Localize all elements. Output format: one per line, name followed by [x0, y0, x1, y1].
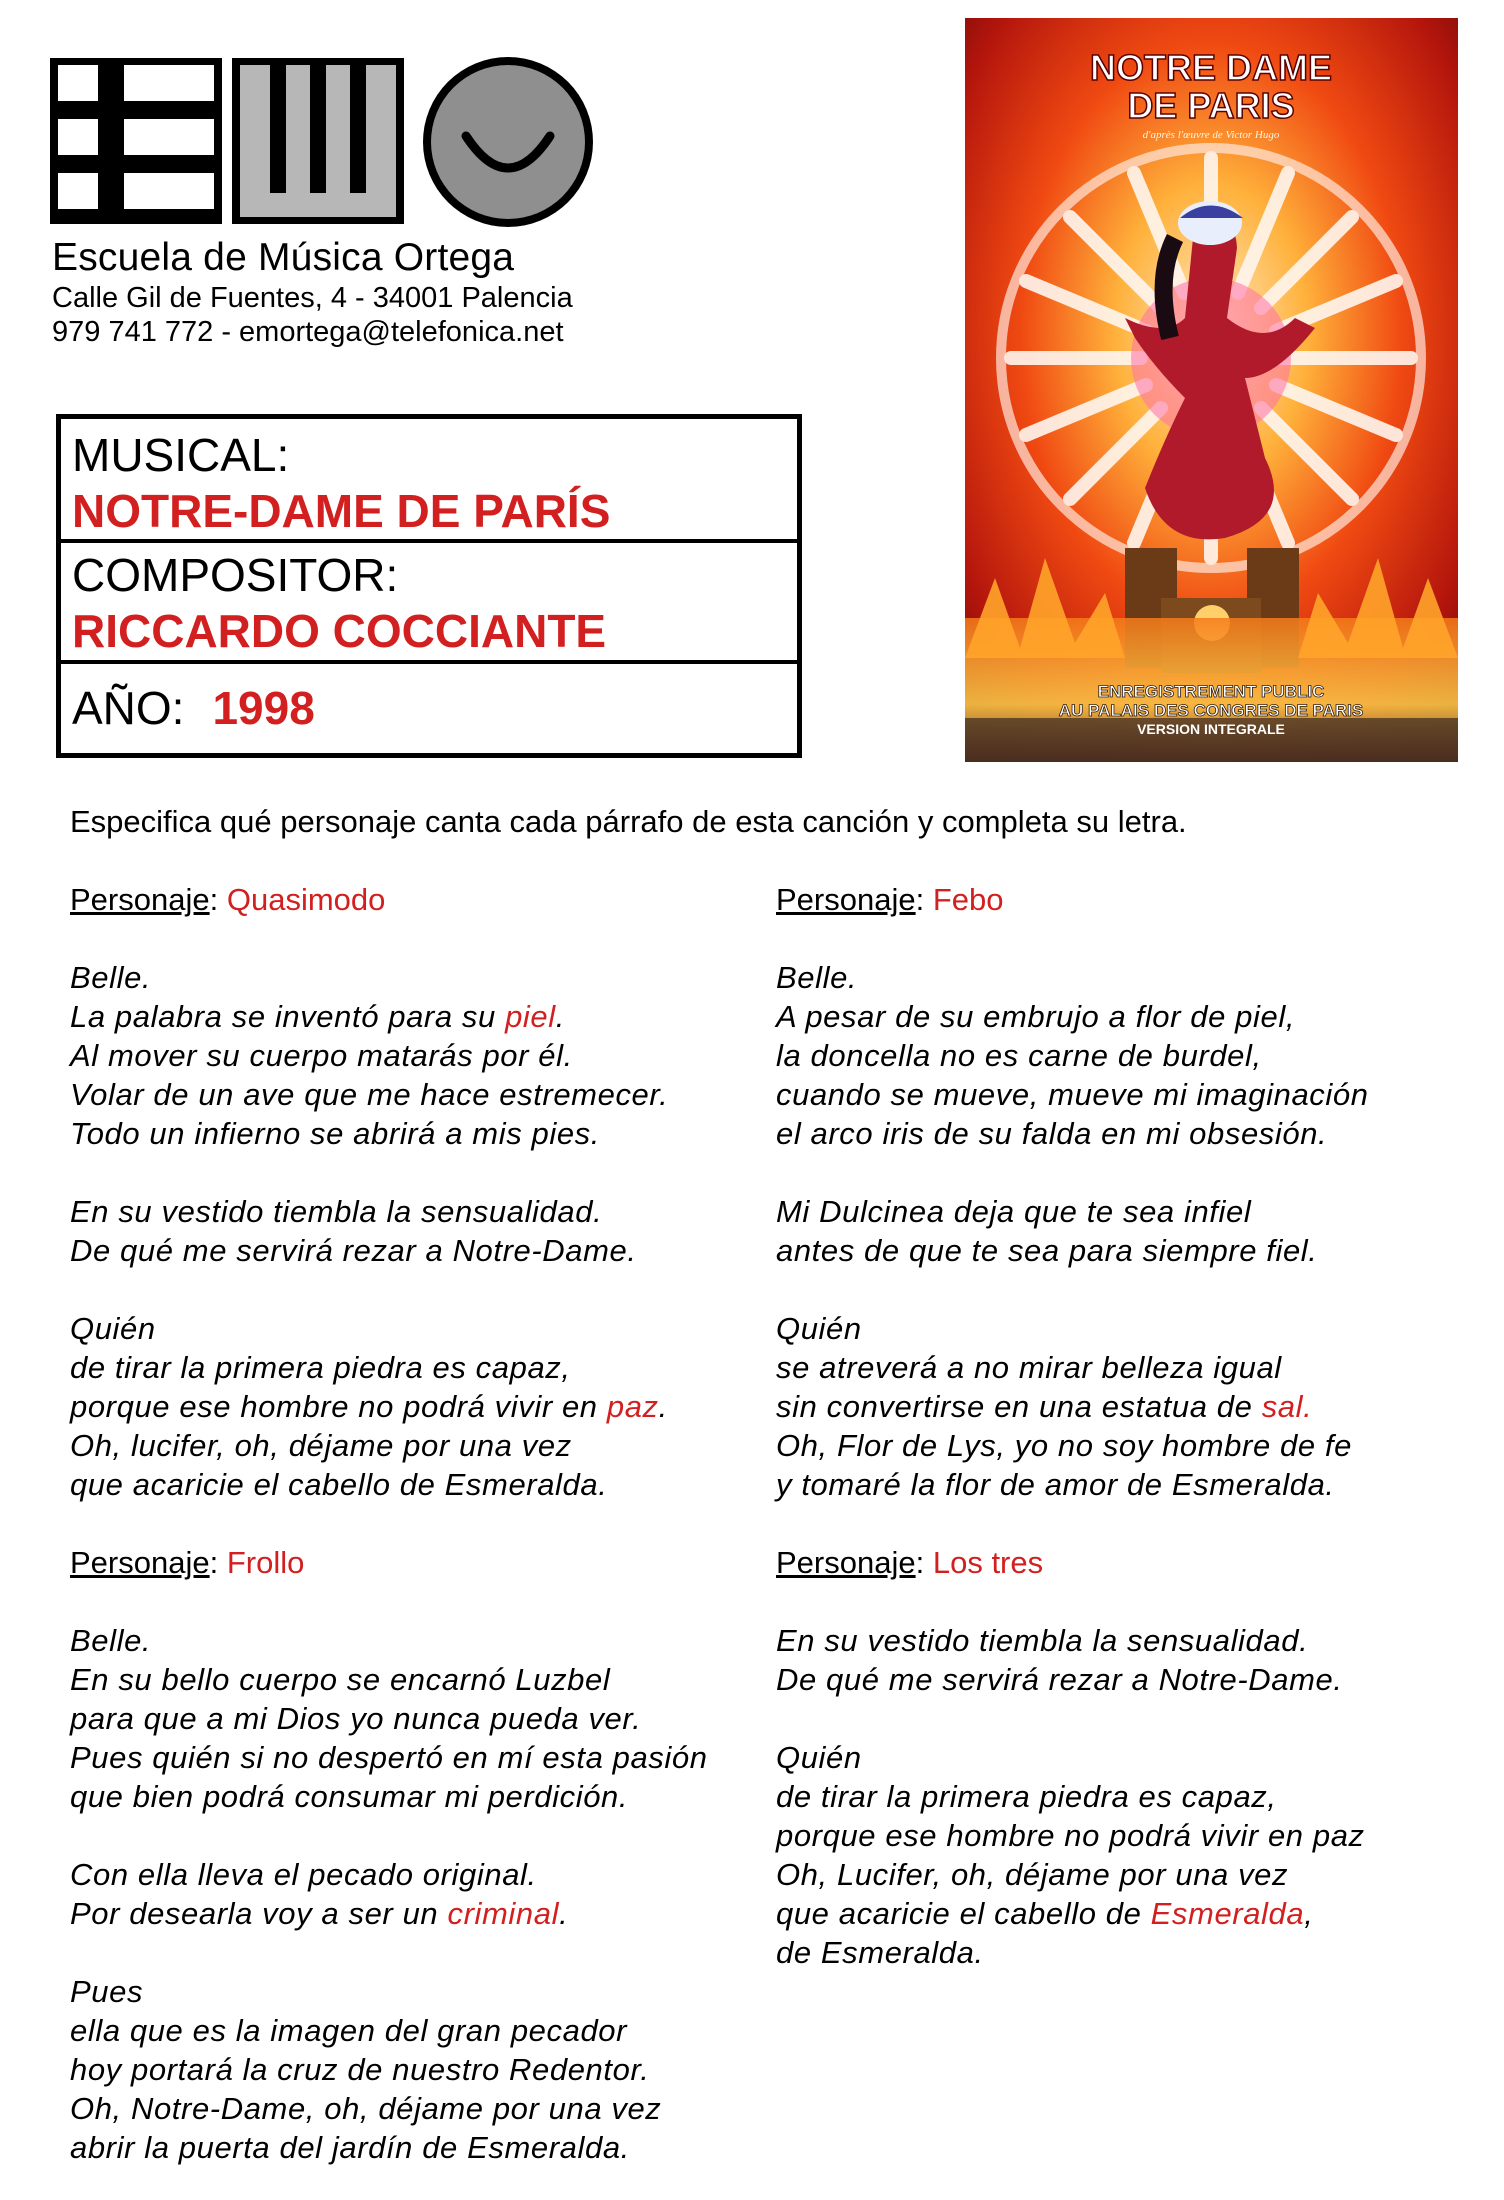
composer-label: COMPOSITOR:	[72, 549, 399, 601]
lyric-line: sin convertirse en una estatua de sal.	[776, 1389, 1313, 1424]
lyric-line: Quién	[776, 1740, 862, 1775]
lyric-line: se atreverá a no mirar belleza igual	[776, 1350, 1282, 1385]
lyric-line: Quién	[70, 1311, 156, 1346]
lyric-line: de Esmeralda.	[776, 1935, 984, 1970]
musical-label: MUSICAL:	[72, 429, 290, 481]
lyric-line: Oh, Notre-Dame, oh, déjame por una vez	[70, 2091, 662, 2126]
lyric-line: porque ese hombre no podrá vivir en paz.	[70, 1389, 668, 1424]
character-sep: :	[915, 882, 925, 917]
lyric-line: que acaricie el cabello de Esmeralda.	[70, 1467, 608, 1502]
lyric-line: y tomaré la flor de amor de Esmeralda.	[776, 1467, 1335, 1502]
character-sep: :	[209, 1545, 219, 1580]
lyric-line: En su bello cuerpo se encarnó Luzbel	[70, 1662, 611, 1697]
lyric-line: para que a mi Dios yo nunca pueda ver.	[70, 1701, 642, 1736]
instruction-text: Especifica qué personaje canta cada párrafo de esta canción y completa su letra.	[70, 804, 1187, 839]
section-header	[776, 880, 1466, 919]
lyric-line: Mi Dulcinea deja que te sea infiel	[776, 1194, 1252, 1229]
character-name: Los tres	[932, 1545, 1044, 1580]
lyric-line: En su vestido tiembla la sensualidad.	[70, 1194, 603, 1229]
poster-footer-line2: AU PALAIS DES CONGRES DE PARIS	[1058, 701, 1364, 720]
lyric-line: de tirar la primera piedra es capaz,	[70, 1350, 571, 1385]
year-label: AÑO:	[72, 682, 185, 734]
composer-value: RICCARDO COCCIANTE	[72, 605, 607, 657]
school-contact: 979 741 772 - emortega@telefonica.net	[52, 316, 564, 348]
section-header	[70, 880, 760, 919]
lyric-line: Belle.	[776, 960, 858, 995]
lyric-line: que acaricie el cabello de Esmeralda,	[776, 1896, 1314, 1931]
lyric-line: Oh, Flor de Lys, yo no soy hombre de fe	[776, 1428, 1352, 1463]
character-name: Febo	[932, 882, 1004, 917]
section-quasimodo	[70, 880, 760, 1504]
year-value: 1998	[212, 682, 315, 734]
lyric-line: De qué me servirá rezar a Notre-Dame.	[776, 1662, 1343, 1697]
lyric-line: Belle.	[70, 960, 152, 995]
character-sep: :	[915, 1545, 925, 1580]
section-frollo	[70, 1543, 760, 2167]
lyric-line: de tirar la primera piedra es capaz,	[776, 1779, 1277, 1814]
album-cover-poster	[965, 18, 1458, 762]
poster-title-line1: NOTRE DAME	[1090, 47, 1332, 88]
lyric-line: hoy portará la cruz de nuestro Redentor.	[70, 2052, 650, 2087]
lyric-line: Belle.	[70, 1623, 152, 1658]
section-febo	[776, 880, 1466, 1504]
character-sep: :	[209, 882, 219, 917]
lyric-line: Pues quién si no despertó en mí esta pasión	[70, 1740, 708, 1775]
lyric-line: antes de que te sea para siempre fiel.	[776, 1233, 1318, 1268]
character-label: Personaje	[70, 1545, 210, 1580]
answer-word: paz	[606, 1389, 659, 1424]
school-logo	[48, 52, 608, 232]
character-label: Personaje	[70, 882, 210, 917]
section-header	[70, 1543, 760, 1582]
musical-value: NOTRE-DAME DE PARÍS	[72, 485, 611, 537]
lyric-line: Todo un infierno se abrirá a mis pies.	[70, 1116, 600, 1151]
poster-graphic	[965, 18, 1458, 762]
answer-word: piel	[505, 999, 556, 1034]
section-los-tres	[776, 1543, 1466, 1972]
answer-word: criminal	[447, 1896, 560, 1931]
lyric-line: A pesar de su embrujo a flor de piel,	[776, 999, 1296, 1034]
info-table	[56, 414, 802, 758]
lyric-line: el arco iris de su falda en mi obsesión.	[776, 1116, 1328, 1151]
poster-footer-line3: VERSION INTEGRALE	[1137, 721, 1285, 737]
school-address: Calle Gil de Fuentes, 4 - 34001 Palencia	[52, 282, 573, 314]
lyrics-right-column	[776, 880, 1466, 1972]
section-header	[776, 1543, 1466, 1582]
lyric-line: En su vestido tiembla la sensualidad.	[776, 1623, 1309, 1658]
year-cell	[61, 664, 797, 753]
character-label: Personaje	[776, 882, 916, 917]
lyric-line: Por desearla voy a ser un criminal.	[70, 1896, 569, 1931]
school-name: Escuela de Música Ortega	[52, 236, 515, 279]
lyric-line: Quién	[776, 1311, 862, 1346]
lyric-line: De qué me servirá rezar a Notre-Dame.	[70, 1233, 637, 1268]
emo-logo-graphic	[48, 52, 608, 232]
poster-subtitle: d'après l'œuvre de Victor Hugo	[1142, 129, 1280, 141]
lyric-line: porque ese hombre no podrá vivir en paz	[776, 1818, 1365, 1853]
lyric-line: La palabra se inventó para su piel.	[70, 999, 565, 1034]
composer-cell	[61, 543, 797, 664]
musical-cell	[61, 419, 797, 543]
character-name: Frollo	[226, 1545, 305, 1580]
lyric-line: cuando se mueve, mueve mi imaginación	[776, 1077, 1369, 1112]
poster-title-line2: DE PARIS	[1127, 85, 1295, 126]
lyric-line: Oh, Lucifer, oh, déjame por una vez	[776, 1857, 1289, 1892]
poster-footer-line1: ENREGISTREMENT PUBLIC	[1097, 682, 1325, 701]
lyrics-left-column	[70, 880, 760, 2167]
lyric-line: Al mover su cuerpo matarás por él.	[70, 1038, 573, 1073]
lyric-line: Oh, lucifer, oh, déjame por una vez	[70, 1428, 572, 1463]
character-label: Personaje	[776, 1545, 916, 1580]
character-name: Quasimodo	[226, 882, 386, 917]
lyric-line: la doncella no es carne de burdel,	[776, 1038, 1262, 1073]
lyric-line: Con ella lleva el pecado original.	[70, 1857, 537, 1892]
answer-word: sal.	[1261, 1389, 1313, 1424]
lyric-line: ella que es la imagen del gran pecador	[70, 2013, 628, 2048]
lyric-line: Volar de un ave que me hace estremecer.	[70, 1077, 669, 1112]
answer-word: Esmeralda	[1150, 1896, 1305, 1931]
lyric-line: abrir la puerta del jardín de Esmeralda.	[70, 2130, 630, 2165]
lyric-line: Pues	[70, 1974, 144, 2009]
lyric-line: que bien podrá consumar mi perdición.	[70, 1779, 629, 1814]
